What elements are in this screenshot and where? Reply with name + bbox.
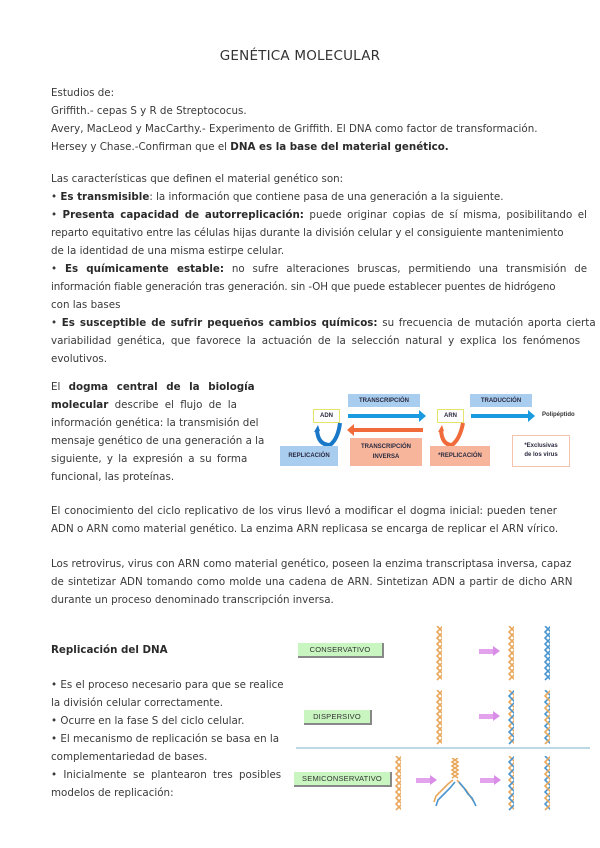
char-susceptible: • Es susceptible de sufrir pequeños cambios químicos: su frecuencia de mutación aporta cierta xyxy=(51,317,596,329)
translation-arrow-icon xyxy=(471,414,529,418)
replication-fork-icon xyxy=(432,758,478,808)
traduccion-label: TRADUCCIÓN xyxy=(470,394,532,407)
polipeptido-label: Polipéptido xyxy=(542,412,575,418)
dna-helix-old-icon xyxy=(508,626,514,682)
dna-helix-new-icon xyxy=(544,626,550,682)
central-dogma-diagram xyxy=(280,388,590,474)
semiconservativo-arrow-2-icon xyxy=(480,778,494,783)
dna-helix-mixed-icon xyxy=(508,690,514,746)
model-conservativo-label: CONSERVATIVO xyxy=(298,643,384,658)
char-estable: • Es químicamente estable: no sufre alteraciones bruscas, permitiendo una transmisión de xyxy=(51,263,588,275)
adn-replication-curved-arrow-icon xyxy=(312,421,342,449)
char-autorreplicacion: • Presenta capacidad de autorreplicación: puede originar copias de sí misma, posibilitando el xyxy=(51,209,587,221)
replication-bullets: • Es el proceso necesario para que se realice la división celular correctamente. • Ocurre en la fase S del ciclo celular. • El mecanismo de replicación se basa en la complementariedad de bases. • Inicialmente se plantearon tres posibles modelos de replicación: xyxy=(51,679,284,799)
dna-helix-parent-icon xyxy=(395,756,401,812)
transcription-arrow-icon xyxy=(348,414,420,418)
characteristics-intro: Las características que definen el material genético son: xyxy=(51,173,344,185)
replicacion-viral-label: *REPLICACIÓN xyxy=(430,446,490,466)
transcripcion-label: TRANSCRIPCIÓN xyxy=(348,394,420,407)
conservativo-arrow-icon xyxy=(479,649,493,654)
transcripcion-inversa-label: TRANSCRIPCIÓN INVERSA xyxy=(350,438,422,466)
adn-box: ADN xyxy=(313,409,340,423)
replicacion-label: REPLICACIÓN xyxy=(280,446,338,466)
virus-paragraph-1: El conocimiento del ciclo replicativo de los virus llevó a modificar el dogma inicial: pueden tener ADN o ARN como material genético. La enzima ARN replicasa se encarga de replicar el ARN vírico. xyxy=(51,505,559,535)
dispersivo-arrow-icon xyxy=(479,714,493,719)
study-griffith: Griffith.- cepas S y R de Streptococus. xyxy=(51,105,247,117)
char-transmisible: • Es transmisible: la información que contiene pasa de una generación a la siguiente. xyxy=(51,191,504,203)
characteristics-section: Las características que definen el material genético son: • Es transmisible: la información que contiene pasa de una generación a la siguiente. • Presenta capacidad de autorreplicación: puede originar copias de sí misma, posibilitando el reparto equitativo entre las células hijas durante la división celular y el consiguiente mantenimiento de la identidad de una misma estirpe celular. • Es químicamente estable: no sufre alteraciones bruscas, permitiendo una transmisión de información fiable generación tras generación. sin -OH que puede establecer puentes de hidrógeno con las bases • Es susceptible de sufrir pequeños cambios químicos: su frecuencia de mutación aporta cierta variabilidad genética, que favorece la actuación de la selección natural y explica los fenómenos evolutivos. xyxy=(51,170,551,368)
replication-heading: Replicación del DNA xyxy=(51,644,168,656)
exclusivas-virus-note: *Exclusivas de los virus xyxy=(512,435,570,467)
model-semiconservativo-label: SEMICONSERVATIVO xyxy=(294,772,392,787)
dna-helix-mixed-icon xyxy=(544,690,550,746)
virus-paragraph-2: Los retrovirus, virus con ARN como material genético, poseen la enzima transcriptasa inversa, capaz de sintetizar ADN tomando como molde una cadena de ARN. Sintetizan ADN a partir de dicho ARN durante un proceso denominado transcripción inversa. xyxy=(51,558,573,606)
arn-replication-curved-arrow-icon xyxy=(436,421,466,449)
figure-divider xyxy=(296,747,590,749)
studies-section xyxy=(51,84,538,156)
dna-helix-parent-icon xyxy=(436,626,442,682)
dna-helix-hybrid-icon xyxy=(544,756,550,812)
dna-helix-hybrid-icon xyxy=(508,756,514,812)
semiconservativo-arrow-1-icon xyxy=(416,778,430,783)
dogma-paragraph: El dogma central de la biología molecular describe el flujo de la información genética: la transmisión del mensaje genético de una generación a la siguiente, y la expresión a su forma funcional, las proteínas. xyxy=(51,381,265,483)
study-hersey-chase: Hersey y Chase.-Confirman que el DNA es la base del material genético. xyxy=(51,141,449,153)
model-dispersivo-label: DISPERSIVO xyxy=(304,710,372,725)
reverse-transcription-arrow-icon xyxy=(353,428,423,432)
dna-helix-parent-icon xyxy=(436,690,442,746)
studies-heading: Estudios de: xyxy=(51,87,115,99)
page-title: GENÉTICA MOLECULAR xyxy=(219,48,381,64)
arn-box: ARN xyxy=(437,409,464,423)
study-avery: Avery, MacLeod y MacCarthy.- Experimento de Griffith. El DNA como factor de transformación. xyxy=(51,123,538,135)
